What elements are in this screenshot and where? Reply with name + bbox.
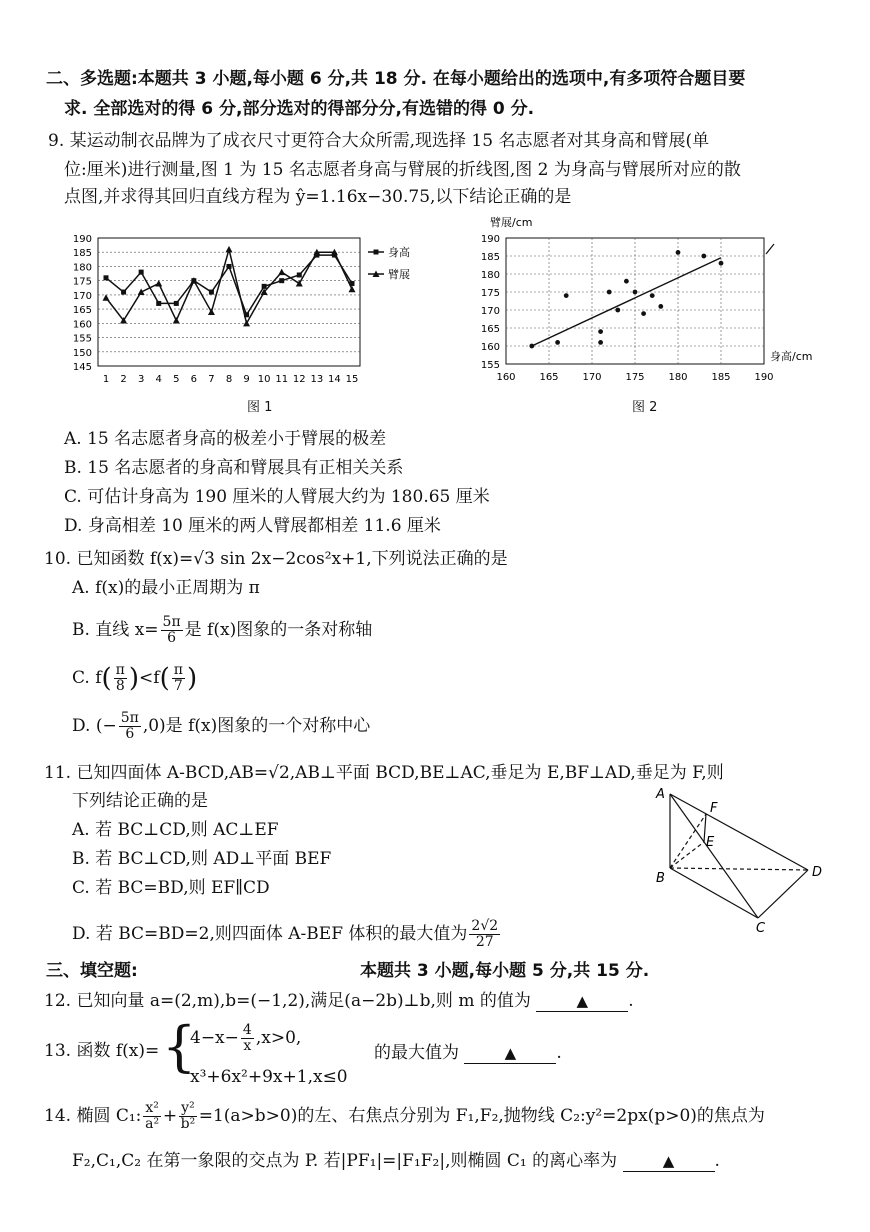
q10-option-b [72, 610, 372, 650]
y-tick-label: 170 [72, 290, 92, 302]
q13-case1-fraction [241, 1023, 254, 1054]
q11-option-d-pre: D. 若 BC=BD=2,则四面体 A-BEF 体积的最大值为 [72, 924, 468, 944]
y-tick-label: 150 [72, 347, 92, 359]
q10-option-c-fraction-a [114, 663, 127, 694]
q9-stem-line3: 点图,并求得其回归直线方程为 ŷ=1.16x−30.75,以下结论正确的是 [64, 187, 572, 207]
x-tick-label: 6 [190, 374, 198, 385]
scatter-point [598, 340, 603, 345]
scatter-point [650, 293, 655, 298]
q10-option-c-mid: <f [139, 668, 160, 688]
section3-header-left: 三、填空题: [46, 961, 138, 981]
y-tick-label: 155 [480, 360, 500, 371]
fraction-numerator: 2√2 [471, 918, 499, 934]
q14-fraction-y [179, 1101, 197, 1132]
segment-bf [670, 814, 706, 868]
q14-answer-blank[interactable]: ▲ [623, 1151, 715, 1172]
y-tick-label: 165 [480, 324, 500, 335]
label-a: A [656, 787, 665, 802]
x-tick-label: 3 [137, 374, 145, 385]
q14-end: . [714, 1151, 720, 1171]
fraction-numerator: π [115, 662, 125, 678]
edge-ad [670, 794, 808, 870]
x-tick-label: 13 [310, 374, 324, 385]
x-tick-label: 190 [754, 372, 774, 383]
figure2-caption: 图 2 [632, 400, 658, 415]
q10-option-d-post: ,0)是 f(x)图象的一个对称中心 [142, 716, 371, 736]
x-tick-label: 170 [582, 372, 602, 383]
figure1-caption: 图 1 [247, 400, 273, 415]
x-tick-label: 4 [155, 374, 162, 385]
regression-line [532, 258, 721, 346]
q12-answer-blank[interactable]: ▲ [536, 991, 628, 1012]
q10-stem: 10. 已知函数 f(x)=√3 sin 2x−2cos²x+1,下列说法正确的是 [44, 549, 508, 569]
q10-option-b-fraction [161, 615, 183, 646]
fraction-denominator: b² [180, 1116, 196, 1132]
section2-header-line2: 求. 全部选对的得 6 分,部分选对的得部分分,有选错的得 0 分. [64, 99, 535, 119]
tetrahedron-figure [650, 784, 830, 934]
data-point [155, 280, 162, 287]
q9-option-d: D. 身高相差 10 厘米的两人臂展都相差 11.6 厘米 [64, 516, 441, 536]
x-tick-label: 2 [120, 374, 127, 385]
q13-case1-pre: 4−x− [190, 1028, 239, 1048]
data-point [138, 289, 145, 296]
y-tick-label: 170 [480, 306, 500, 317]
fraction-numerator: x² [145, 1100, 159, 1116]
scatter-point [701, 254, 706, 259]
x-tick-label: 7 [208, 374, 215, 385]
scatter-point [598, 329, 603, 334]
scatter-point [564, 293, 569, 298]
q13-case1 [190, 1020, 301, 1056]
section2-header-line1: 二、多选题:本题共 3 小题,每小题 6 分,共 18 分. 在每小题给出的选项中,有多项符合题目要 [46, 69, 746, 89]
paren-open: ( [159, 663, 170, 694]
data-point [296, 280, 303, 287]
x-tick-label: 165 [539, 372, 559, 383]
fraction-denominator: a² [145, 1116, 160, 1132]
y-tick-label: 180 [72, 262, 92, 274]
q10-option-c-pre: C. f [72, 668, 102, 688]
fraction-numerator: 5π [162, 614, 181, 630]
q9-option-b: B. 15 名志愿者的身高和臂展具有正相关关系 [64, 458, 404, 478]
data-point [104, 275, 109, 280]
fraction-denominator: x [243, 1038, 252, 1054]
scatter-point [676, 250, 681, 255]
figure2-scatter-chart [460, 210, 830, 396]
data-point [226, 246, 233, 253]
q10-option-b-post: 是 f(x)图象的一条对称轴 [184, 620, 373, 640]
q10-option-d-pre: D. (− [72, 716, 117, 736]
q11-stem-line2: 下列结论正确的是 [72, 791, 208, 811]
q14-line1-pre: 14. 椭圆 C₁: [44, 1106, 142, 1126]
x-tick-label: 9 [243, 374, 250, 385]
q12 [44, 988, 634, 1014]
q13-end: . [556, 1043, 562, 1063]
scatter-point [555, 340, 560, 345]
fraction-denominator: 6 [125, 726, 135, 742]
label-f: F [710, 801, 718, 816]
x-tick-label: 185 [711, 372, 731, 383]
y-tick-label: 190 [480, 234, 500, 245]
fraction-numerator: 4 [242, 1022, 252, 1038]
y-tick-label: 185 [72, 248, 92, 260]
q14-line2: F₂,C₁,C₂ 在第一象限的交点为 P. 若|PF₁|=|F₁F₂|,则椭圆 C₁ 的离心率为 [72, 1151, 618, 1171]
data-point [297, 272, 302, 277]
paren-open: ( [101, 663, 112, 694]
scatter-point [615, 308, 620, 313]
segment-be [670, 842, 704, 868]
x-tick-label: 10 [257, 374, 271, 385]
edge-bc [670, 868, 758, 918]
data-point [227, 264, 232, 269]
section3-header-right: 本题共 3 小题,每小题 5 分,共 15 分. [360, 961, 650, 981]
q11-option-d-fraction [469, 919, 500, 950]
q9-option-c: C. 可估计身高为 190 厘米的人臂展大约为 180.65 厘米 [64, 487, 490, 507]
legend-label: 身高 [388, 246, 410, 259]
q13-brace: { [162, 1015, 197, 1078]
edge-bd [670, 868, 808, 870]
label-c: C [756, 921, 766, 934]
q9-option-a: A. 15 名志愿者身高的极差小于臂展的极差 [64, 429, 387, 449]
edge-cd [758, 870, 808, 918]
fraction-denominator: 6 [167, 630, 177, 646]
q11-option-c: C. 若 BC=BD,则 EF∥CD [72, 878, 270, 898]
scatter-point [529, 344, 534, 349]
q10-option-d-fraction [119, 711, 141, 742]
legend-label: 臂展 [388, 268, 410, 281]
paren-close: ) [128, 663, 140, 694]
y-tick-label: 180 [480, 270, 500, 281]
x-axis-label: 身高/cm [770, 350, 813, 363]
q14-plus: + [162, 1106, 178, 1126]
data-point [174, 301, 179, 306]
x-tick-label: 1 [102, 374, 110, 385]
q9-stem-line2: 位:厘米)进行测量,图 1 为 15 名志愿者身高与臂展的折线图,图 2 为身高与臂展所对应的散 [64, 160, 741, 180]
series-line-2 [106, 249, 352, 323]
x-tick-label: 5 [173, 374, 180, 385]
data-point [349, 286, 356, 293]
y-tick-label: 160 [480, 342, 500, 353]
q14-line1-post: =1(a>b>0)的左、右焦点分别为 F₁,F₂,抛物线 C₂:y²=2px(p>0)的焦点为 [198, 1106, 765, 1126]
figure1-line-chart [60, 226, 450, 396]
data-point [103, 294, 110, 301]
data-point [208, 308, 215, 315]
y-tick-label: 145 [72, 362, 92, 373]
fraction-denominator: 8 [115, 678, 125, 694]
label-d: D [812, 865, 823, 880]
q10-option-b-pre: B. 直线 x= [72, 620, 159, 640]
fraction-denominator: 27 [475, 934, 494, 950]
q14-fraction-x [143, 1101, 161, 1132]
scatter-point [658, 304, 663, 309]
q12-end: . [628, 991, 634, 1011]
scatter-point [641, 311, 646, 316]
q13-answer-blank[interactable]: ▲ [464, 1043, 556, 1064]
q13-case1-post: ,x>0, [255, 1028, 302, 1048]
fraction-numerator: π [173, 662, 183, 678]
y-tick-label: 175 [72, 276, 92, 288]
q11-option-b: B. 若 BC⊥CD,则 AD⊥平面 BEF [72, 849, 332, 869]
plot-frame [506, 238, 764, 364]
paren-close: ) [186, 663, 198, 694]
y-axis-label: 臂展/cm [490, 216, 533, 229]
x-tick-label: 12 [292, 374, 306, 385]
data-point [121, 290, 126, 295]
regression-line-extension [766, 244, 774, 254]
q11-stem-line1: 11. 已知四面体 A-BCD,AB=√2,AB⊥平面 BCD,BE⊥AC,垂足为 E,BF⊥AD,垂足为 F,则 [44, 763, 724, 783]
q12-text: 12. 已知向量 a=(2,m),b=(−1,2),满足(a−2b)⊥b,则 m 的值为 [44, 991, 531, 1011]
scatter-point [624, 279, 629, 284]
x-tick-label: 180 [668, 372, 688, 383]
x-tick-label: 15 [345, 374, 359, 385]
q13-pre: 13. 函数 f(x)= [44, 1041, 160, 1061]
label-e: E [706, 835, 715, 850]
fraction-numerator: y² [181, 1100, 195, 1116]
q13-tail [374, 1040, 562, 1066]
fraction-denominator: 7 [173, 678, 183, 694]
q11-option-a: A. 若 BC⊥CD,则 AC⊥EF [72, 820, 279, 840]
x-tick-label: 11 [275, 374, 289, 385]
y-tick-label: 160 [72, 319, 92, 331]
q11-option-d [72, 914, 502, 954]
fraction-numerator: 5π [120, 710, 139, 726]
q9-stem-line1: 9. 某运动制衣品牌为了成衣尺寸更符合大众所需,现选择 15 名志愿者对其身高和臂展(单 [48, 131, 710, 151]
data-point [156, 301, 161, 306]
scatter-point [719, 261, 724, 266]
x-tick-label: 160 [496, 372, 516, 383]
data-point [209, 290, 214, 295]
q14-line1 [44, 1096, 765, 1136]
q14-line2-wrap [72, 1148, 720, 1174]
data-point [262, 284, 267, 289]
q10-option-a: A. f(x)的最小正周期为 π [72, 578, 260, 598]
y-tick-label: 190 [72, 234, 92, 245]
data-point [243, 320, 250, 327]
data-point [279, 278, 284, 283]
q10-option-c-fraction-b [172, 663, 185, 694]
legend-marker [374, 250, 379, 255]
y-tick-label: 165 [72, 305, 92, 317]
y-tick-label: 185 [480, 252, 500, 263]
y-tick-label: 175 [480, 288, 500, 299]
label-b: B [656, 871, 665, 886]
x-tick-label: 14 [328, 374, 341, 385]
data-point [139, 270, 144, 275]
q13-post: 的最大值为 [374, 1043, 459, 1063]
q10-option-d [72, 706, 370, 746]
scatter-point [633, 290, 638, 295]
x-tick-label: 8 [225, 374, 233, 385]
plot-frame [98, 238, 360, 366]
scatter-point [607, 290, 612, 295]
q13-case2: x³+6x²+9x+1,x≤0 [190, 1067, 348, 1087]
data-point [173, 317, 180, 324]
x-tick-label: 175 [625, 372, 645, 383]
data-point [278, 269, 285, 276]
q10-option-c [72, 658, 197, 699]
y-tick-label: 155 [72, 333, 92, 345]
